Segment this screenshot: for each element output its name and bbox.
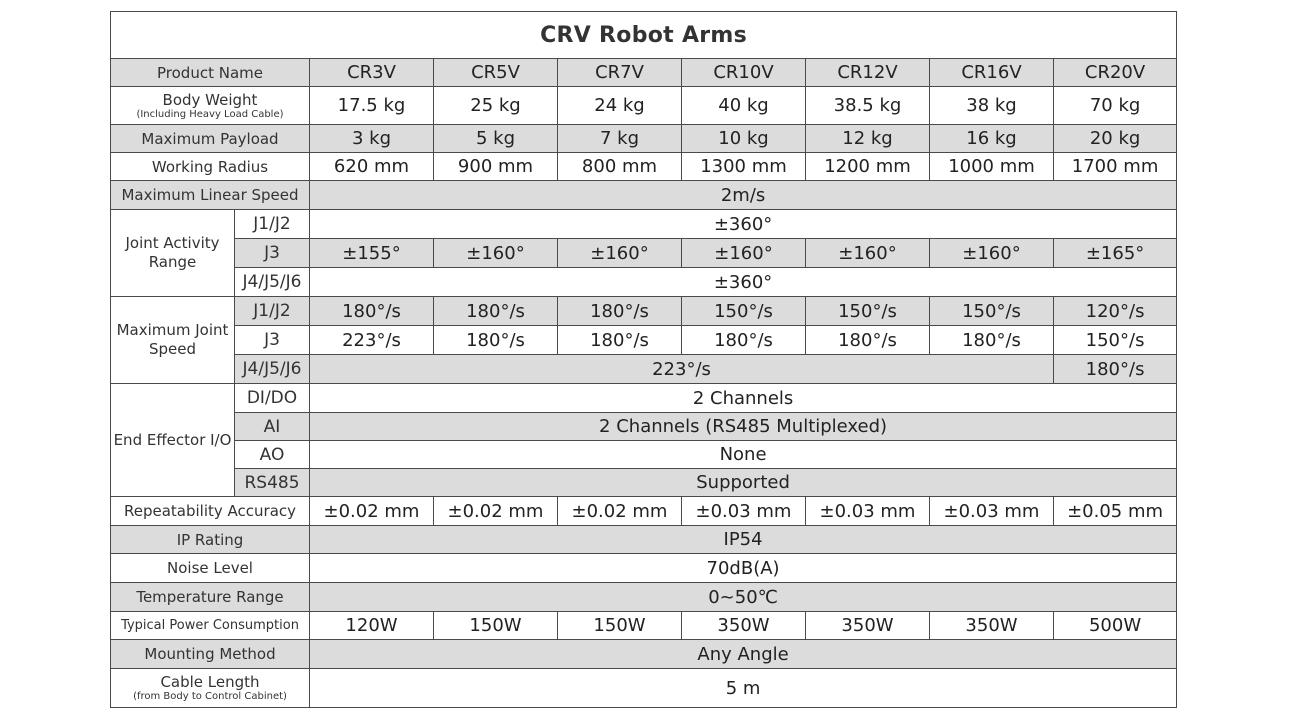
product-name-cell: CR5V xyxy=(434,59,558,87)
body-weight-cell: 38 kg xyxy=(930,87,1054,125)
product-name-cell: CR16V xyxy=(930,59,1054,87)
ip-rating-cell: IP54 xyxy=(310,526,1177,554)
joint-speed-j1j2-cell: 180°/s xyxy=(310,297,434,326)
row-label-body-weight xyxy=(111,87,310,125)
repeatability-cell: ±0.03 mm xyxy=(806,497,930,526)
table-title: CRV Robot Arms xyxy=(111,12,1177,59)
table-row-joint-range-j456 xyxy=(111,268,1177,297)
radius-cell: 1000 mm xyxy=(930,153,1054,181)
radius-cell: 1700 mm xyxy=(1054,153,1177,181)
table-row-power xyxy=(111,612,1177,640)
table-row-joint-range-j1j2 xyxy=(111,210,1177,239)
joint-range-j3-label: J3 xyxy=(235,239,310,268)
ee-ao-cell: None xyxy=(310,441,1177,469)
product-name-cell: CR3V xyxy=(310,59,434,87)
repeatability-cell: ±0.02 mm xyxy=(434,497,558,526)
cable-length-cell: 5 m xyxy=(310,669,1177,708)
payload-cell: 16 kg xyxy=(930,125,1054,153)
table-row-joint-speed-j1j2 xyxy=(111,297,1177,326)
repeatability-cell: ±0.03 mm xyxy=(930,497,1054,526)
body-weight-label: Body Weight xyxy=(162,90,258,109)
ee-ai-label: AI xyxy=(235,413,310,441)
product-name-cell: CR10V xyxy=(682,59,806,87)
joint-speed-j456-span-cell: 223°/s xyxy=(310,355,1054,384)
radius-cell: 1300 mm xyxy=(682,153,806,181)
power-cell: 500W xyxy=(1054,612,1177,640)
joint-speed-j3-cell: 223°/s xyxy=(310,326,434,355)
radius-cell: 900 mm xyxy=(434,153,558,181)
table-row-joint-speed-j3 xyxy=(111,326,1177,355)
power-cell: 120W xyxy=(310,612,434,640)
row-label-mounting: Mounting Method xyxy=(111,640,310,669)
body-weight-cell: 70 kg xyxy=(1054,87,1177,125)
body-weight-note: (Including Heavy Load Cable) xyxy=(136,108,284,120)
joint-speed-j1j2-cell: 180°/s xyxy=(558,297,682,326)
joint-speed-j3-label: J3 xyxy=(235,326,310,355)
joint-speed-j3-cell: 180°/s xyxy=(930,326,1054,355)
radius-cell: 620 mm xyxy=(310,153,434,181)
row-label-max-joint-speed: Maximum Joint Speed xyxy=(111,297,235,384)
joint-speed-j3-cell: 180°/s xyxy=(806,326,930,355)
row-label-joint-activity-range: Joint Activity Range xyxy=(111,210,235,297)
noise-level-cell: 70dB(A) xyxy=(310,554,1177,583)
row-label-power: Typical Power Consumption xyxy=(111,612,310,640)
product-name-cell: CR20V xyxy=(1054,59,1177,87)
ee-ai-cell: 2 Channels (RS485 Multiplexed) xyxy=(310,413,1177,441)
table-row-ip-rating xyxy=(111,526,1177,554)
power-cell: 150W xyxy=(558,612,682,640)
ee-ao-label: AO xyxy=(235,441,310,469)
payload-cell: 12 kg xyxy=(806,125,930,153)
joint-speed-j1j2-cell: 150°/s xyxy=(930,297,1054,326)
payload-cell: 20 kg xyxy=(1054,125,1177,153)
table-row-ee-rs485 xyxy=(111,469,1177,497)
radius-cell: 800 mm xyxy=(558,153,682,181)
joint-speed-j1j2-label: J1/J2 xyxy=(235,297,310,326)
repeatability-cell: ±0.03 mm xyxy=(682,497,806,526)
row-label-max-linear-speed: Maximum Linear Speed xyxy=(111,181,310,210)
repeatability-cell: ±0.02 mm xyxy=(558,497,682,526)
cable-length-note: (from Body to Control Cabinet) xyxy=(133,691,287,702)
power-cell: 350W xyxy=(930,612,1054,640)
table-row-ee-ai xyxy=(111,413,1177,441)
joint-range-j3-cell: ±155° xyxy=(310,239,434,268)
power-cell: 350W xyxy=(682,612,806,640)
joint-speed-j1j2-cell: 150°/s xyxy=(806,297,930,326)
payload-cell: 7 kg xyxy=(558,125,682,153)
ee-dido-label: DI/DO xyxy=(235,384,310,413)
body-weight-cell: 17.5 kg xyxy=(310,87,434,125)
joint-speed-j1j2-cell: 180°/s xyxy=(434,297,558,326)
table-row-cable-length xyxy=(111,669,1177,708)
joint-range-j456-cell: ±360° xyxy=(310,268,1177,297)
payload-cell: 3 kg xyxy=(310,125,434,153)
joint-range-j3-cell: ±160° xyxy=(930,239,1054,268)
table-row-joint-speed-j456 xyxy=(111,355,1177,384)
payload-cell: 5 kg xyxy=(434,125,558,153)
row-label-ip-rating: IP Rating xyxy=(111,526,310,554)
joint-range-j3-cell: ±160° xyxy=(558,239,682,268)
payload-cell: 10 kg xyxy=(682,125,806,153)
joint-speed-j456-label: J4/J5/J6 xyxy=(235,355,310,384)
joint-range-j3-cell: ±165° xyxy=(1054,239,1177,268)
product-name-cell: CR7V xyxy=(558,59,682,87)
row-label-noise-level: Noise Level xyxy=(111,554,310,583)
repeatability-cell: ±0.05 mm xyxy=(1054,497,1177,526)
row-label-product-name: Product Name xyxy=(111,59,310,87)
ee-dido-cell: 2 Channels xyxy=(310,384,1177,413)
joint-range-j3-cell: ±160° xyxy=(434,239,558,268)
body-weight-cell: 24 kg xyxy=(558,87,682,125)
table-row-ee-dido xyxy=(111,384,1177,413)
table-row-noise-level xyxy=(111,554,1177,583)
joint-range-j1j2-label: J1/J2 xyxy=(235,210,310,239)
repeatability-cell: ±0.02 mm xyxy=(310,497,434,526)
body-weight-cell: 38.5 kg xyxy=(806,87,930,125)
row-label-repeatability: Repeatability Accuracy xyxy=(111,497,310,526)
table-row-repeatability xyxy=(111,497,1177,526)
table-row-max-linear-speed xyxy=(111,181,1177,210)
row-label-working-radius: Working Radius xyxy=(111,153,310,181)
cable-length-label: Cable Length xyxy=(160,673,260,691)
radius-cell: 1200 mm xyxy=(806,153,930,181)
row-label-end-effector-io: End Effector I/O xyxy=(111,384,235,497)
table-row-mounting xyxy=(111,640,1177,669)
row-label-max-payload: Maximum Payload xyxy=(111,125,310,153)
robot-arm-spec-table xyxy=(110,11,1177,708)
table-row-working-radius xyxy=(111,153,1177,181)
joint-range-j1j2-cell: ±360° xyxy=(310,210,1177,239)
table-row-max-payload xyxy=(111,125,1177,153)
joint-range-j3-cell: ±160° xyxy=(806,239,930,268)
linear-speed-cell: 2m/s xyxy=(310,181,1177,210)
row-label-temperature: Temperature Range xyxy=(111,583,310,612)
row-label-cable-length xyxy=(111,669,310,708)
joint-speed-j3-cell: 180°/s xyxy=(434,326,558,355)
joint-speed-j1j2-cell: 150°/s xyxy=(682,297,806,326)
joint-speed-j3-cell: 150°/s xyxy=(1054,326,1177,355)
temperature-cell: 0~50℃ xyxy=(310,583,1177,612)
table-row-temperature xyxy=(111,583,1177,612)
body-weight-cell: 25 kg xyxy=(434,87,558,125)
ee-rs485-cell: Supported xyxy=(310,469,1177,497)
power-cell: 350W xyxy=(806,612,930,640)
joint-speed-j3-cell: 180°/s xyxy=(558,326,682,355)
table-row-joint-range-j3 xyxy=(111,239,1177,268)
joint-speed-j1j2-cell: 120°/s xyxy=(1054,297,1177,326)
power-cell: 150W xyxy=(434,612,558,640)
product-name-cell: CR12V xyxy=(806,59,930,87)
table-row-body-weight xyxy=(111,87,1177,125)
joint-speed-j3-cell: 180°/s xyxy=(682,326,806,355)
table-row-product-name xyxy=(111,59,1177,87)
ee-rs485-label: RS485 xyxy=(235,469,310,497)
table-row-ee-ao xyxy=(111,441,1177,469)
joint-range-j456-label: J4/J5/J6 xyxy=(235,268,310,297)
joint-range-j3-cell: ±160° xyxy=(682,239,806,268)
body-weight-cell: 40 kg xyxy=(682,87,806,125)
joint-speed-j456-last-cell: 180°/s xyxy=(1054,355,1177,384)
mounting-cell: Any Angle xyxy=(310,640,1177,669)
